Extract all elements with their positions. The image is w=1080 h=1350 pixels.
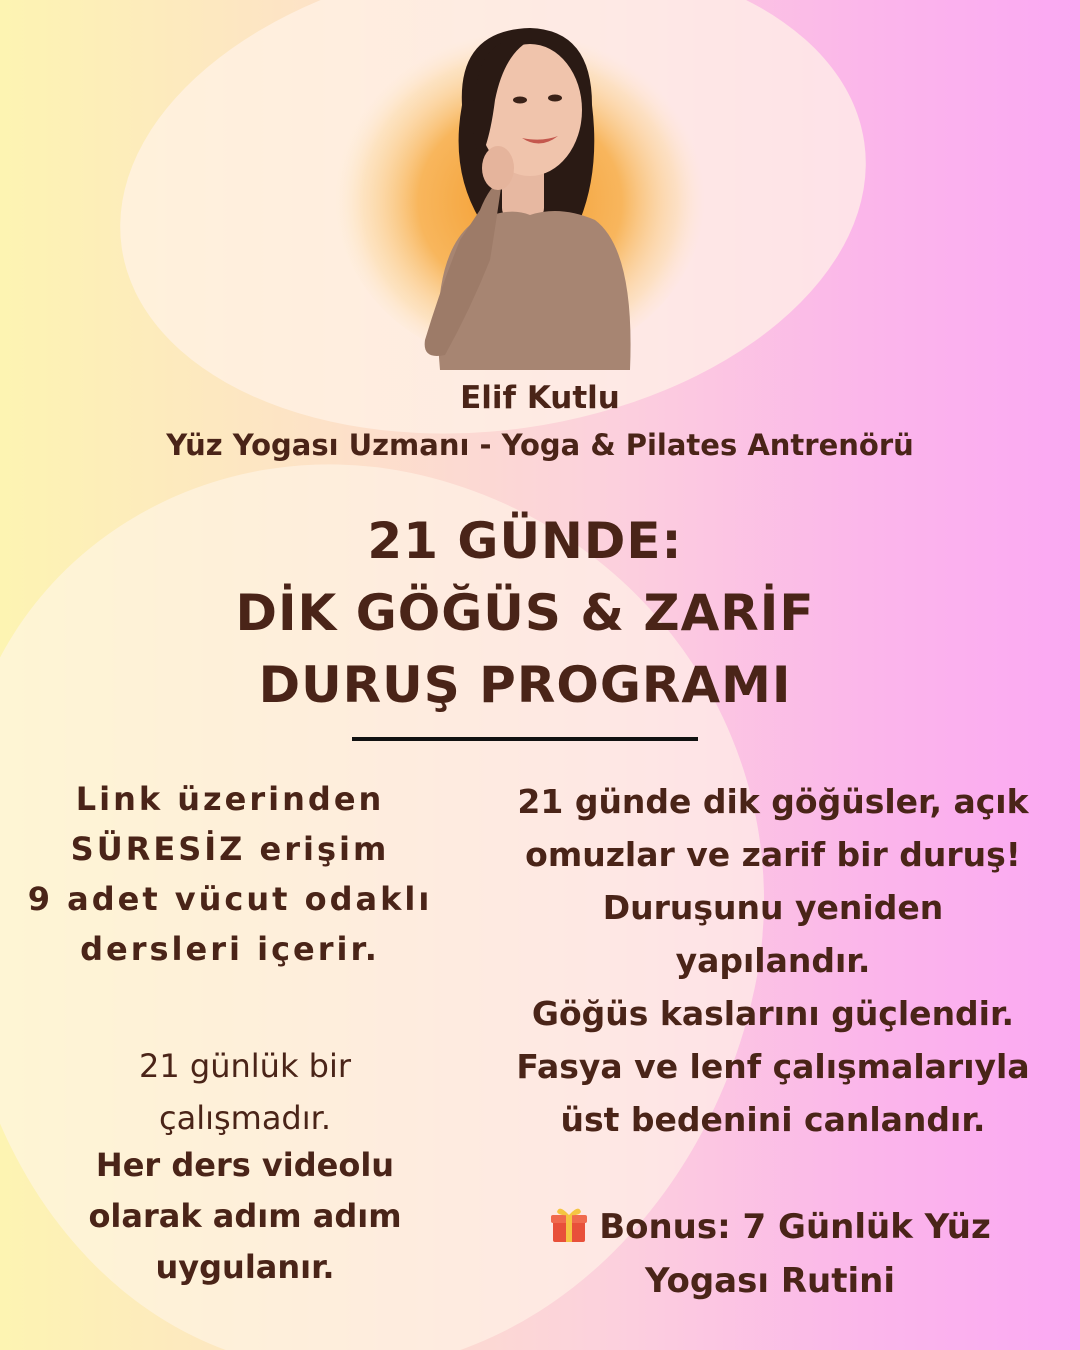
bonus-line-2: Yogası Rutini [644, 1261, 896, 1301]
instructor-title: Yüz Yogası Uzmanı - Yoga & Pilates Antrenörü [166, 428, 914, 462]
benefit-line: üst bedenini canlandır. [560, 1100, 986, 1139]
gift-icon [549, 1204, 589, 1244]
duration-info [40, 1040, 450, 1092]
divider-line [352, 737, 698, 741]
hand-shape [482, 146, 514, 190]
access-line: SÜRESİZ erişim [70, 830, 390, 868]
program-headline [0, 505, 1050, 721]
benefit-line: Fasya ve lenf çalışmalarıyla [516, 1047, 1030, 1086]
benefits-text [478, 775, 1068, 1146]
access-line: 9 adet vücut odaklı [27, 880, 433, 918]
right-eye-shape [548, 95, 562, 102]
video-info [40, 1140, 450, 1293]
benefit-line: Duruşunu yeniden [602, 888, 944, 927]
bonus-info [490, 1200, 1050, 1308]
duration-info-2 [40, 1092, 450, 1144]
instructor-portrait [330, 10, 710, 370]
access-info [20, 774, 440, 974]
access-line: Link üzerinden [75, 780, 385, 818]
benefit-line: 21 günde dik göğüsler, açık [517, 782, 1029, 821]
video-line: Her ders videolu [95, 1146, 395, 1184]
instructor-name: Elif Kutlu [460, 380, 620, 416]
access-line: dersleri içerir. [80, 930, 380, 968]
benefit-line: omuzlar ve zarif bir duruş! [525, 835, 1021, 874]
benefit-line: yapılandır. [675, 941, 871, 980]
duration-line: çalışmadır. [158, 1099, 332, 1137]
video-line: olarak adım adım [88, 1197, 402, 1235]
benefit-line: Göğüs kaslarını güçlendir. [531, 994, 1015, 1033]
left-eye-shape [513, 97, 527, 104]
headline-line-3: DURUŞ PROGRAMI [258, 656, 792, 714]
duration-line: 21 günlük bir [139, 1047, 351, 1085]
headline-line-1: 21 GÜNDE: [367, 512, 683, 570]
video-line: uygulanır. [155, 1248, 335, 1286]
bonus-line-1: Bonus: 7 Günlük Yüz [599, 1207, 991, 1247]
headline-line-2: DİK GÖĞÜS & ZARİF [235, 584, 815, 642]
